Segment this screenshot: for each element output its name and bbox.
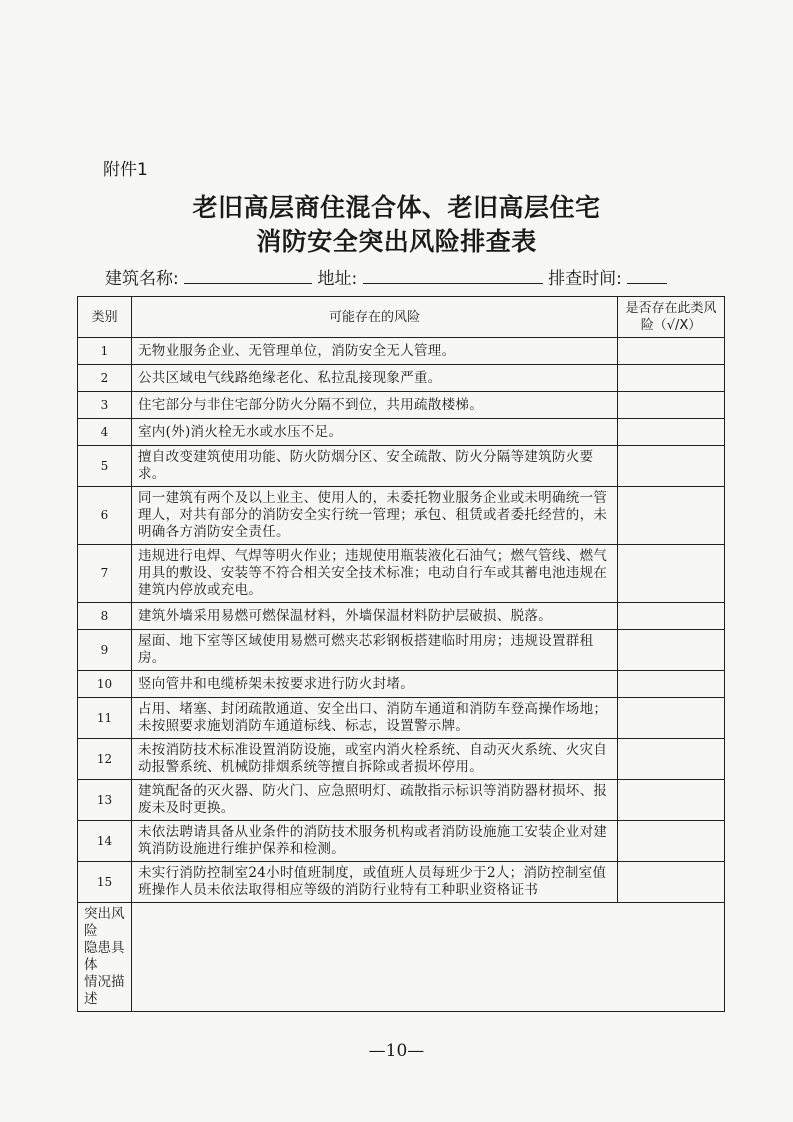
table-row — [78, 487, 725, 545]
row-number: 12 — [78, 739, 132, 780]
description-label-line: 突出风险 — [84, 906, 125, 939]
risk-check-cell[interactable] — [618, 487, 725, 545]
risk-check-cell[interactable] — [618, 446, 725, 487]
risk-check-cell[interactable] — [618, 365, 725, 392]
risk-text: 无物业服务企业、无管理单位，消防安全无人管理。 — [132, 338, 618, 365]
title-line-2: 消防安全突出风险排查表 — [256, 227, 537, 256]
table-row — [78, 862, 725, 903]
risk-text: 建筑外墙采用易燃可燃保温材料，外墙保温材料防护层破损、脱落。 — [132, 603, 618, 630]
risk-text: 未依法聘请具备从业条件的消防技术服务机构或者消防设施施工安装企业对建筑消防设施进行维护保养和检测。 — [132, 821, 618, 862]
risk-check-cell[interactable] — [618, 419, 725, 446]
header-fields — [105, 264, 705, 289]
row-number: 9 — [78, 630, 132, 671]
address-field[interactable] — [363, 267, 543, 284]
risk-check-cell[interactable] — [618, 739, 725, 780]
risk-check-cell[interactable] — [618, 698, 725, 739]
table-row — [78, 392, 725, 419]
title-line-1: 老旧高层商住混合体、老旧高层住宅 — [192, 193, 601, 222]
risk-text: 同一建筑有两个及以上业主、使用人的，未委托物业服务企业或未明确统一管理人，对共有部分的消防安全实行统一管理；承包、租赁或者委托经营的，未明确各方消防安全责任。 — [132, 487, 618, 545]
row-number: 8 — [78, 603, 132, 630]
building-name-label: 建筑名称: — [105, 269, 179, 289]
header-exists: 是否存在此类风险（√/X） — [618, 297, 725, 338]
table-row — [78, 446, 725, 487]
table-row — [78, 780, 725, 821]
table-row — [78, 671, 725, 698]
row-number: 5 — [78, 446, 132, 487]
risk-text: 未按消防技术标准设置消防设施，或室内消火栓系统、自动灭火系统、火灾自动报警系统、机械防排烟系统等擅自拆除或者损坏停用。 — [132, 739, 618, 780]
row-number: 14 — [78, 821, 132, 862]
table-row — [78, 630, 725, 671]
address-label: 地址: — [317, 269, 358, 289]
risk-text: 竖向管井和电缆桥架未按要求进行防火封堵。 — [132, 671, 618, 698]
inspection-time-label: 排查时间: — [548, 269, 622, 289]
table-row — [78, 365, 725, 392]
table-row — [78, 338, 725, 365]
risk-text: 占用、堵塞、封闭疏散通道、安全出口、消防车通道和消防车登高操作场地；未按照要求施划消防车通道标线、标志，设置警示牌。 — [132, 698, 618, 739]
page-number: —10— — [368, 1041, 425, 1061]
risk-text: 擅自改变建筑使用功能、防火防烟分区、安全疏散、防火分隔等建筑防火要求。 — [132, 446, 618, 487]
risk-check-cell[interactable] — [618, 603, 725, 630]
row-number: 1 — [78, 338, 132, 365]
row-number: 4 — [78, 419, 132, 446]
inspection-time-field[interactable] — [627, 267, 667, 284]
risk-checklist-table — [77, 296, 725, 1012]
building-name-field[interactable] — [184, 267, 312, 284]
header-risk: 可能存在的风险 — [132, 297, 618, 338]
description-label-line: 隐患具体 — [84, 940, 125, 973]
row-number: 6 — [78, 487, 132, 545]
table-header-row — [78, 297, 725, 338]
row-number: 7 — [78, 545, 132, 603]
risk-text: 屋面、地下室等区域使用易燃可燃夹芯彩钢板搭建临时用房；违规设置群租房。 — [132, 630, 618, 671]
row-number: 2 — [78, 365, 132, 392]
table-row — [78, 419, 725, 446]
row-number: 13 — [78, 780, 132, 821]
risk-check-cell[interactable] — [618, 545, 725, 603]
risk-text: 住宅部分与非住宅部分防火分隔不到位，共用疏散楼梯。 — [132, 392, 618, 419]
risk-check-cell[interactable] — [618, 671, 725, 698]
description-field[interactable] — [132, 903, 725, 1012]
row-number: 3 — [78, 392, 132, 419]
row-number: 15 — [78, 862, 132, 903]
table-row — [78, 603, 725, 630]
table-row — [78, 545, 725, 603]
risk-text: 室内(外)消火栓无水或水压不足。 — [132, 419, 618, 446]
table-row — [78, 698, 725, 739]
risk-check-cell[interactable] — [618, 392, 725, 419]
attachment-label: 附件1 — [103, 160, 148, 180]
risk-check-cell[interactable] — [618, 780, 725, 821]
risk-check-cell[interactable] — [618, 862, 725, 903]
description-row — [78, 903, 725, 1012]
risk-check-cell[interactable] — [618, 338, 725, 365]
table-row — [78, 739, 725, 780]
row-number: 11 — [78, 698, 132, 739]
risk-text: 违规进行电焊、气焊等明火作业；违规使用瓶装液化石油气；燃气管线、燃气用具的敷设、安装等不符合相关安全技术标准；电动自行车或其蓄电池违规在建筑内停放或充电。 — [132, 545, 618, 603]
description-label-line: 情况描述 — [84, 974, 125, 1007]
risk-check-cell[interactable] — [618, 630, 725, 671]
risk-text: 未实行消防控制室24小时值班制度，或值班人员每班少于2人；消防控制室值班操作人员未依法取得相应等级的消防行业特有工种职业资格证书 — [132, 862, 618, 903]
table-row — [78, 821, 725, 862]
risk-text: 建筑配备的灭火器、防火门、应急照明灯、疏散指示标识等消防器材损坏、报废未及时更换。 — [132, 780, 618, 821]
risk-check-cell[interactable] — [618, 821, 725, 862]
header-category: 类别 — [78, 297, 132, 338]
risk-text: 公共区域电气线路绝缘老化、私拉乱接现象严重。 — [132, 365, 618, 392]
description-label — [78, 903, 132, 1012]
row-number: 10 — [78, 671, 132, 698]
